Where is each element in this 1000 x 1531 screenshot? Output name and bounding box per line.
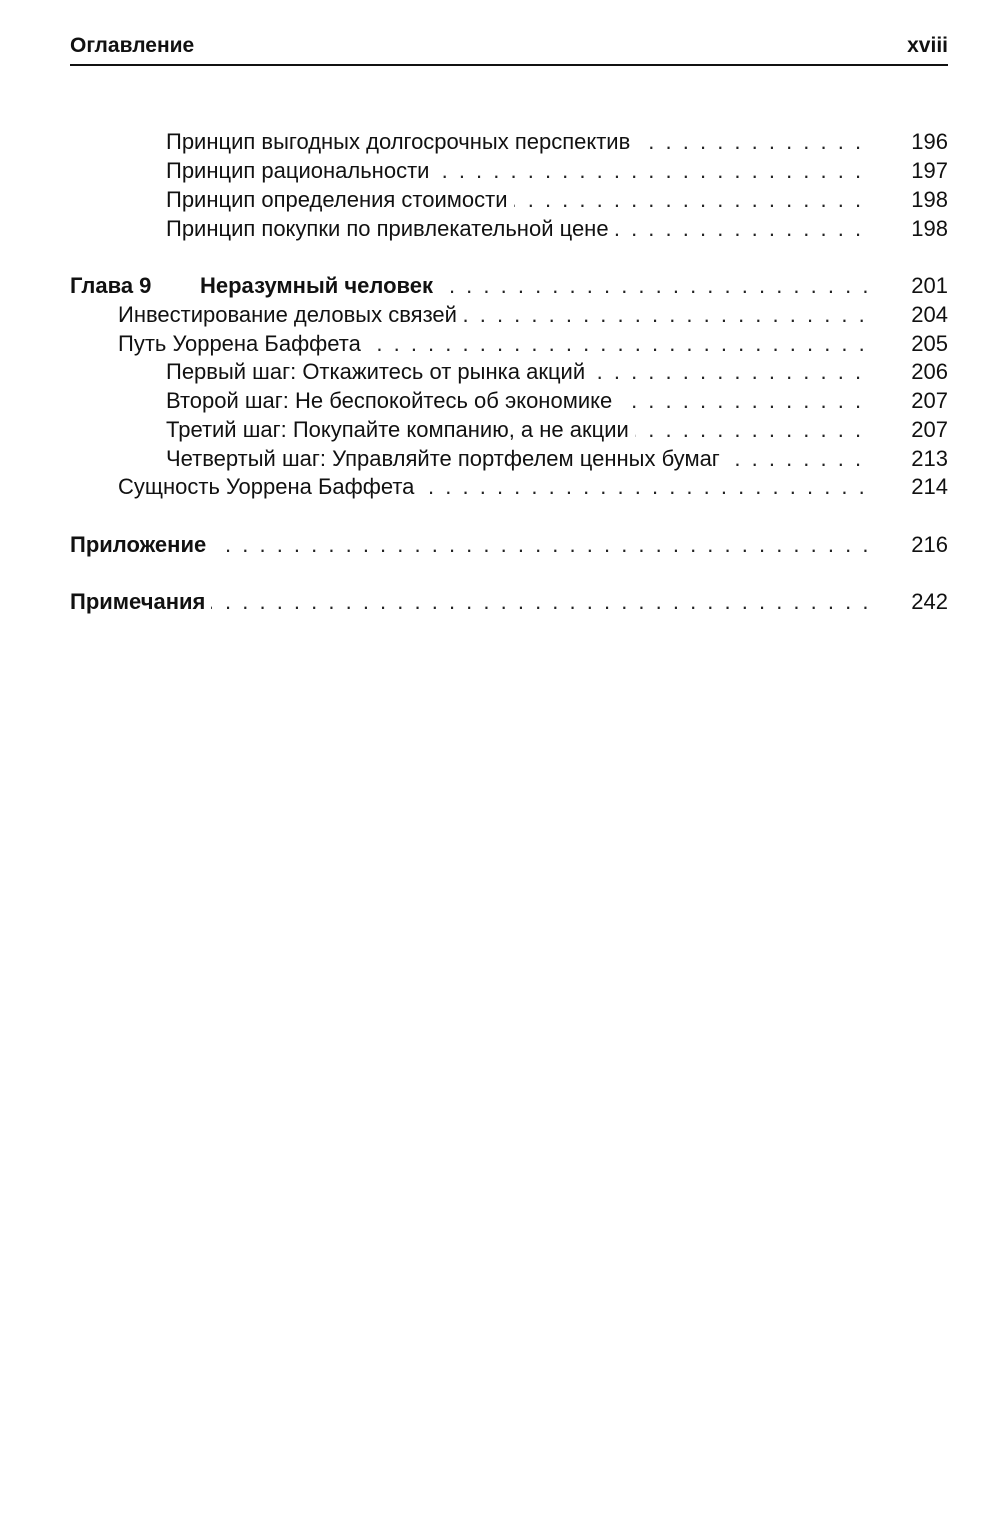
toc-entry-title: Третий шаг: Покупайте компанию, а не акции: [166, 417, 635, 442]
toc-entry-title: Путь Уоррена Баффета: [118, 331, 367, 356]
toc-entry-page: 198: [878, 214, 948, 244]
toc-entry[interactable]: [118, 300, 868, 330]
toc-entry-page: 207: [878, 415, 948, 445]
toc-entry-title: Четвертый шаг: Управляйте портфелем ценных бумаг: [166, 446, 726, 471]
toc-entry[interactable]: [166, 185, 868, 215]
toc-entry[interactable]: [166, 415, 868, 445]
toc-entry-title: Инвестирование деловых связей: [118, 302, 463, 327]
toc-entry-page: 197: [878, 156, 948, 186]
toc-entry-page: 207: [878, 386, 948, 416]
toc-chapter-heading: [70, 273, 439, 298]
toc-entry-title: Второй шаг: Не беспокойтесь об экономике: [166, 388, 618, 413]
toc-entry-page: 198: [878, 185, 948, 215]
toc-entry-title: Приложение: [70, 532, 212, 557]
toc-section-entry-notes[interactable]: [70, 587, 868, 617]
toc-entry[interactable]: [166, 444, 868, 474]
toc-entry[interactable]: [166, 357, 868, 387]
toc-entry-page: 216: [878, 530, 948, 560]
chapter-title: Неразумный человек: [200, 273, 433, 298]
toc-entry[interactable]: [118, 472, 868, 502]
toc-entry-page: 206: [878, 357, 948, 387]
toc-entry-title: Первый шаг: Откажитесь от рынка акций: [166, 359, 591, 384]
toc-entry-page: 205: [878, 329, 948, 359]
toc-entry-page: 201: [878, 271, 948, 301]
running-head-title: Оглавление: [70, 34, 195, 57]
toc-entry-title: Принцип определения стоимости: [166, 187, 514, 212]
toc-entry-page: 213: [878, 444, 948, 474]
toc-entry-page: 242: [878, 587, 948, 617]
toc-entry-title: Сущность Уоррена Баффета: [118, 474, 420, 499]
toc-entry-page: 196: [878, 127, 948, 157]
toc-entry-title: Принцип покупки по привлекательной цене: [166, 216, 615, 241]
toc-entry-page: 214: [878, 472, 948, 502]
toc-entry-title: Принцип рациональности: [166, 158, 435, 183]
toc-entry[interactable]: [166, 386, 868, 416]
toc-entry-title: Примечания: [70, 589, 211, 614]
toc-entry[interactable]: [166, 127, 868, 157]
toc-entry[interactable]: [166, 156, 868, 186]
toc-entry-page: 204: [878, 300, 948, 330]
running-head-page-number: xviii: [907, 34, 948, 57]
toc-chapter-entry[interactable]: [70, 271, 868, 301]
running-head: [70, 30, 948, 66]
toc-entry[interactable]: [118, 329, 868, 359]
toc-section-entry-appendix[interactable]: [70, 530, 868, 560]
chapter-label: Глава 9: [70, 273, 152, 298]
toc-entry[interactable]: [166, 214, 868, 244]
toc-entry-title: Принцип выгодных долгосрочных перспектив: [166, 129, 636, 154]
